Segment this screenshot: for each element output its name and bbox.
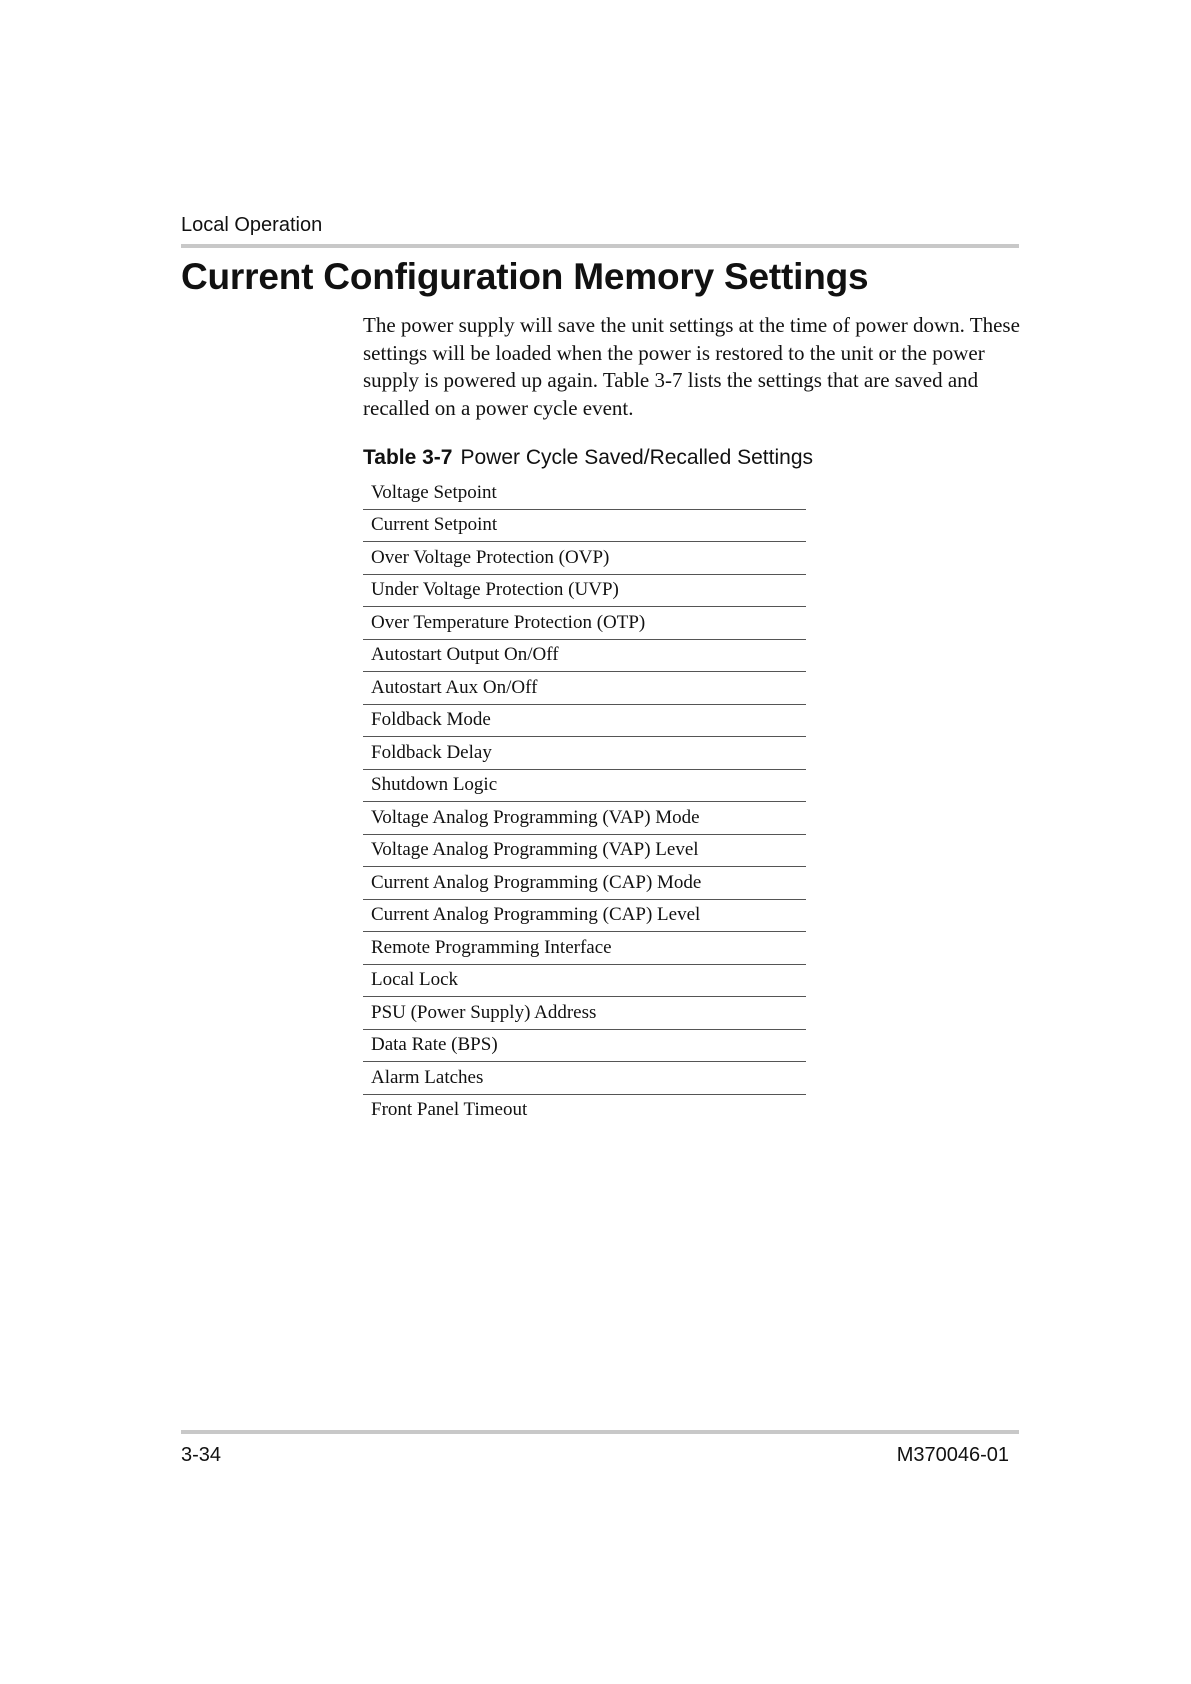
table-row bbox=[363, 867, 806, 900]
table-row bbox=[363, 769, 806, 802]
table-row bbox=[363, 607, 806, 640]
table-cell: Autostart Aux On/Off bbox=[363, 672, 806, 705]
table-row bbox=[363, 704, 806, 737]
table-cell: Voltage Analog Programming (VAP) Level bbox=[363, 834, 806, 867]
table-row bbox=[363, 899, 806, 932]
table-cell: Data Rate (BPS) bbox=[363, 1029, 806, 1062]
table-row bbox=[363, 574, 806, 607]
table-row bbox=[363, 932, 806, 965]
table-row bbox=[363, 542, 806, 575]
table-cell: Shutdown Logic bbox=[363, 769, 806, 802]
table-row bbox=[363, 964, 806, 997]
table-row bbox=[363, 1094, 806, 1126]
header-rule bbox=[181, 244, 1019, 248]
table-cell: Foldback Delay bbox=[363, 737, 806, 770]
footer-rule bbox=[181, 1430, 1019, 1434]
settings-table bbox=[363, 477, 806, 1126]
table-title: Power Cycle Saved/Recalled Settings bbox=[460, 446, 813, 469]
table-cell: Voltage Analog Programming (VAP) Mode bbox=[363, 802, 806, 835]
table-cell: Voltage Setpoint bbox=[363, 477, 806, 509]
table-row bbox=[363, 834, 806, 867]
table-cell: Over Voltage Protection (OVP) bbox=[363, 542, 806, 575]
table-cell: Over Temperature Protection (OTP) bbox=[363, 607, 806, 640]
page-title: Current Configuration Memory Settings bbox=[181, 256, 869, 297]
table-row bbox=[363, 737, 806, 770]
table-cell: Remote Programming Interface bbox=[363, 932, 806, 965]
table-row bbox=[363, 1029, 806, 1062]
body-paragraph: The power supply will save the unit settings at the time of power down. These settings will be loaded when the power is restored to the unit or the power supply is powered up again. Table 3-7 lists the settings that are saved and recalled on a power cycle event. bbox=[363, 313, 1020, 420]
table-cell: Foldback Mode bbox=[363, 704, 806, 737]
table-row bbox=[363, 477, 806, 509]
table-cell: Current Analog Programming (CAP) Level bbox=[363, 899, 806, 932]
table-row bbox=[363, 509, 806, 542]
table-caption bbox=[363, 444, 813, 472]
table-cell: Alarm Latches bbox=[363, 1062, 806, 1095]
table-cell: Current Setpoint bbox=[363, 509, 806, 542]
table-number: Table 3-7 bbox=[363, 446, 453, 469]
table-row bbox=[363, 672, 806, 705]
table-row bbox=[363, 997, 806, 1030]
table-row bbox=[363, 1062, 806, 1095]
table-cell: Local Lock bbox=[363, 964, 806, 997]
running-header: Local Operation bbox=[181, 214, 323, 236]
document-number: M370046-01 bbox=[896, 1444, 1009, 1466]
table-cell: Front Panel Timeout bbox=[371, 1099, 528, 1121]
table-cell: PSU (Power Supply) Address bbox=[363, 997, 806, 1030]
table-row bbox=[363, 639, 806, 672]
table-cell: Under Voltage Protection (UVP) bbox=[363, 574, 806, 607]
table-cell: Current Analog Programming (CAP) Mode bbox=[363, 867, 806, 900]
table-row bbox=[363, 802, 806, 835]
page-number: 3-34 bbox=[181, 1444, 222, 1466]
table-cell: Autostart Output On/Off bbox=[363, 639, 806, 672]
